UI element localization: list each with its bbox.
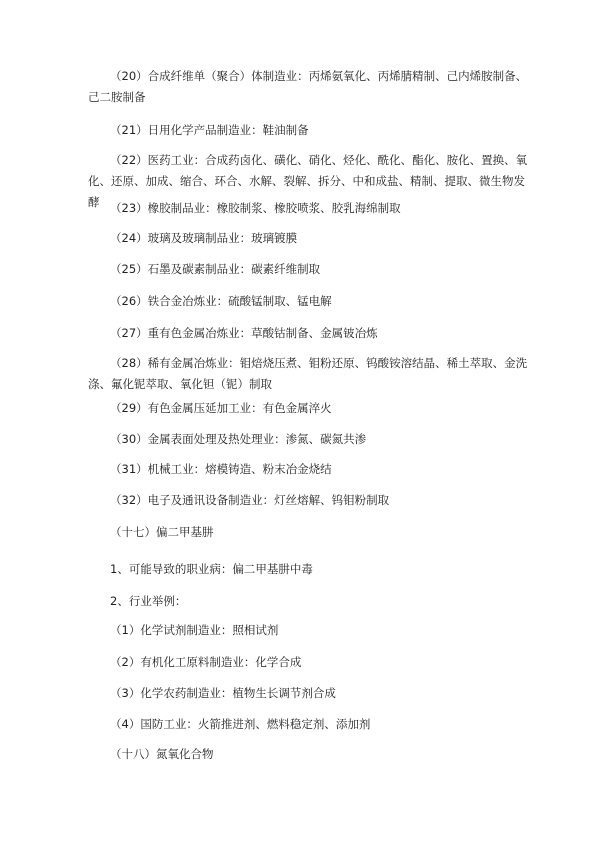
paragraph-27-heavy-nonferrous: （27）重有色金属冶炼业：草酸钴制备、金属铍冶炼 (110, 326, 378, 340)
paragraph-22-pharmaceutical: （22）医药工业：合成药卤化、磺化、硝化、烃化、酰化、酯化、胺化、置换、氧化、还原、加成、缩合、环合、水解、裂解、拆分、中和成盐、精制、提取、微生物发酵 (88, 153, 528, 209)
paragraph-26-ferroalloy: （26）铁合金冶炼业：硫酸锰制取、锰电解 (110, 294, 332, 308)
paragraph-example-3: （3）化学农药制造业：植物生长调节剂合成 (110, 686, 336, 700)
paragraph-example-1: （1）化学试剂制造业：照相试剂 (110, 623, 279, 637)
paragraph-example-2: （2）有机化工原料制造业：化学合成 (110, 655, 302, 669)
paragraph-32-electronics: （32）电子及通讯设备制造业：灯丝熔解、钨钼粉制取 (110, 493, 390, 507)
paragraph-25-graphite: （25）石墨及碳素制品业：碳素纤维制取 (110, 262, 321, 276)
paragraph-23-rubber: （23）橡胶制品业：橡胶制浆、橡胶喷浆、胶乳海绵制取 (110, 201, 401, 215)
paragraph-29-nonferrous-rolling: （29）有色金属压延加工业：有色金属淬火 (110, 401, 332, 415)
section-heading-18: （十八）氮氧化合物 (110, 747, 214, 761)
paragraph-occupational-disease: 1、可能导致的职业病：偏二甲基肼中毒 (110, 562, 313, 576)
section-heading-17: （十七）偏二甲基肼 (110, 525, 214, 539)
paragraph-30-surface-treatment: （30）金属表面处理及热处理业：渗氮、碳氮共渗 (110, 432, 367, 446)
paragraph-28-rare-metals: （28）稀有金属冶炼业：钼焙烧压煮、钼粉还原、钨酸铵溶结晶、稀土萃取、金洗涤、氟化铌萃取、氧化钽（铌）制取 (88, 356, 528, 391)
paragraph-21-daily-chemicals: （21）日用化学产品制造业：鞋油制备 (110, 123, 309, 137)
paragraph-31-machinery: （31）机械工业：熔模铸造、粉末冶金烧结 (110, 462, 332, 476)
paragraph-24-glass: （24）玻璃及玻璃制品业：玻璃镀膜 (110, 231, 298, 245)
paragraph-example-4: （4）国防工业：火箭推进剂、燃料稳定剂、添加剂 (110, 717, 371, 731)
paragraph-industry-examples: 2、行业举例： (110, 594, 187, 608)
paragraph-20-synthetic-fiber: （20）合成纤维单（聚合）体制造业：丙烯氨氧化、丙烯腈精制、己内烯胺制备、己二胺制备 (88, 69, 528, 104)
